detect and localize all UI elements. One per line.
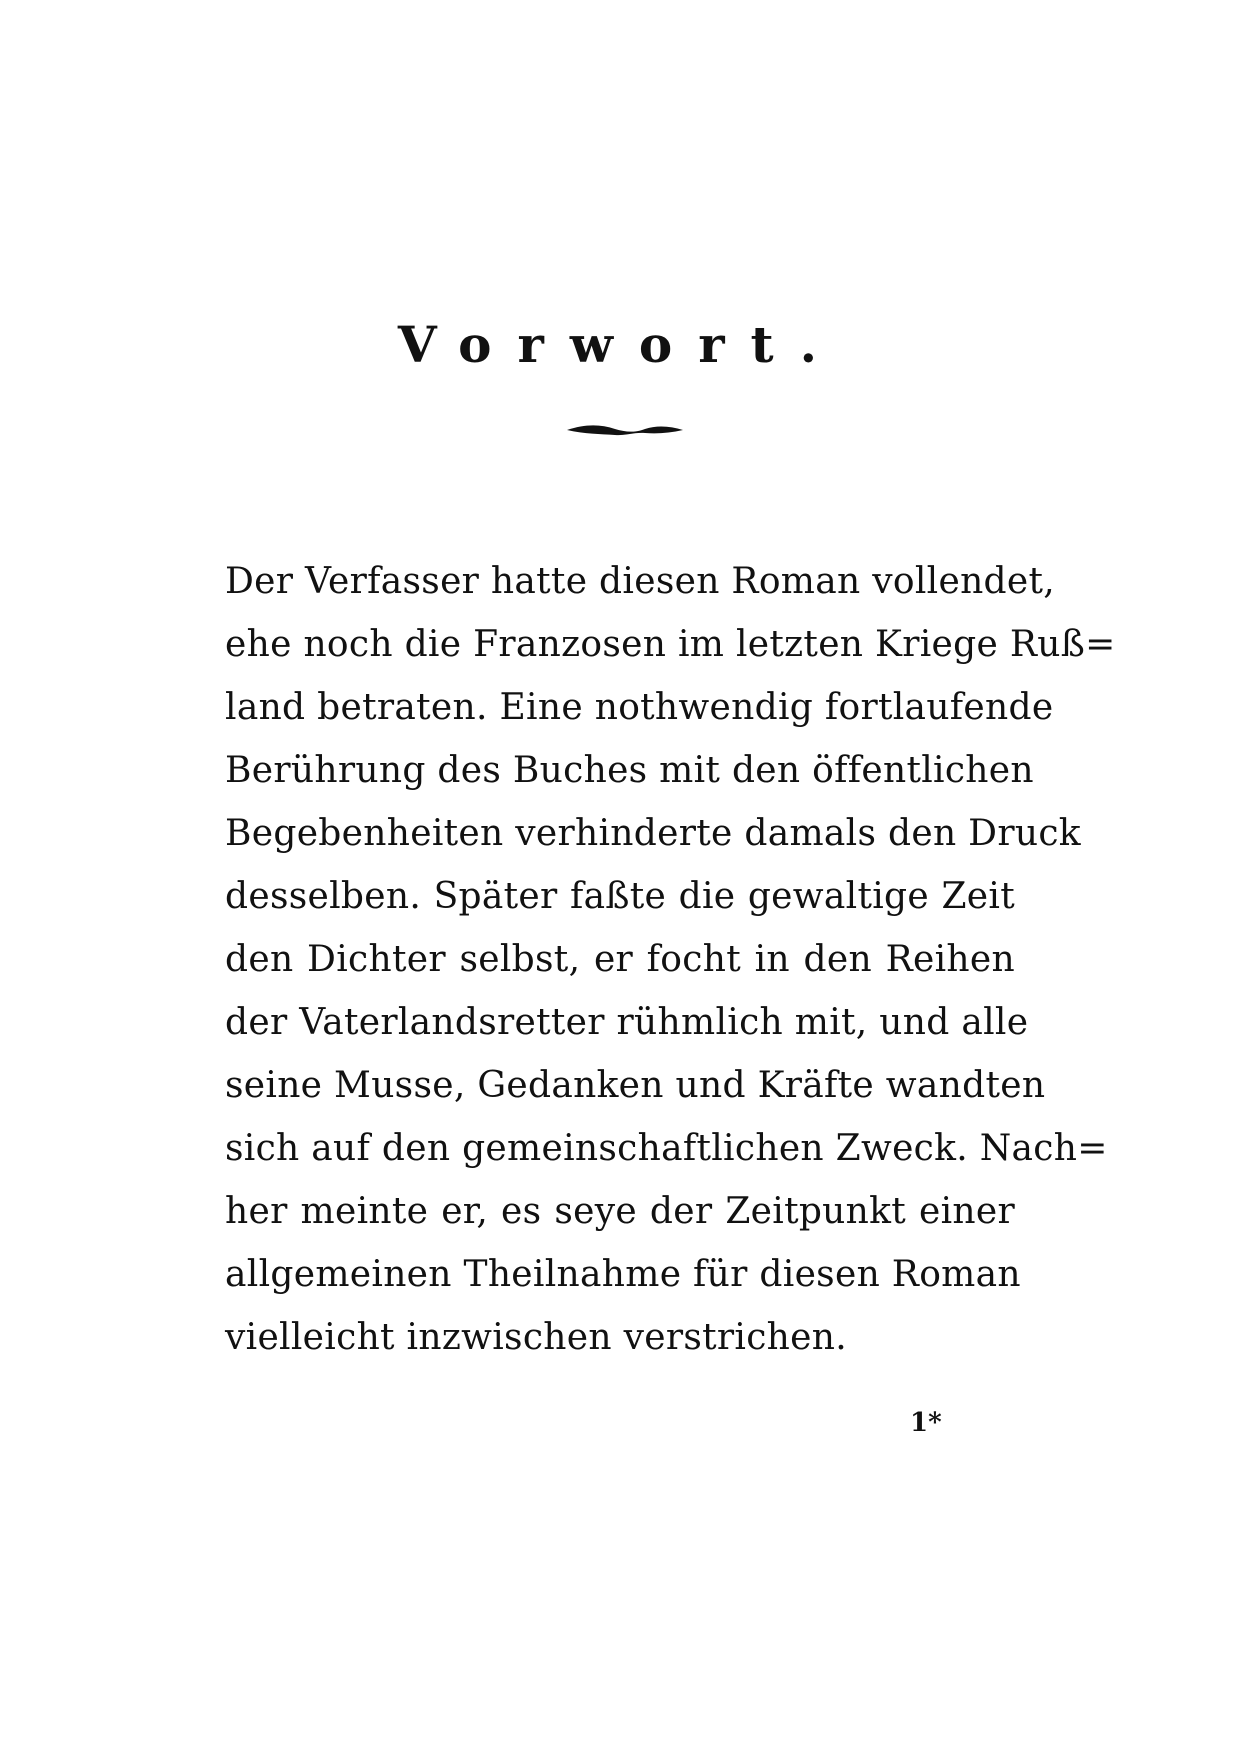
text-line: seine Musse, Gedanken und Kräfte wandten bbox=[225, 1065, 1046, 1106]
text-line: Berührung des Buches mit den öffentlichen bbox=[225, 750, 1034, 791]
swash-ornament-icon bbox=[565, 420, 685, 440]
text-line: desselben. Später faßte die gewaltige Zeit bbox=[225, 876, 1015, 917]
signature-mark: 1* bbox=[910, 1408, 942, 1438]
text-line: Der Verfasser hatte diesen Roman vollendet, bbox=[225, 561, 1056, 602]
text-line: sich auf den gemeinschaftlichen Zweck. Nach= bbox=[225, 1128, 1108, 1169]
text-line: vielleicht inzwischen verstrichen. bbox=[225, 1317, 848, 1358]
text-line: Begebenheiten verhinderte damals den Druck bbox=[225, 813, 1081, 854]
text-line: der Vaterlandsretter rühmlich mit, und alle bbox=[225, 1002, 1029, 1043]
page-title: Vorwort. bbox=[397, 315, 844, 374]
text-line: her meinte er, es seye der Zeitpunkt einer bbox=[225, 1191, 1015, 1232]
text-line: den Dichter selbst, er focht in den Reihen bbox=[225, 939, 1015, 980]
text-line: allgemeinen Theilnahme für diesen Roman bbox=[225, 1254, 1021, 1295]
text-line: ehe noch die Franzosen im letzten Kriege Ruß= bbox=[225, 624, 1116, 665]
text-line: land betraten. Eine nothwendig fortlaufende bbox=[225, 687, 1054, 728]
